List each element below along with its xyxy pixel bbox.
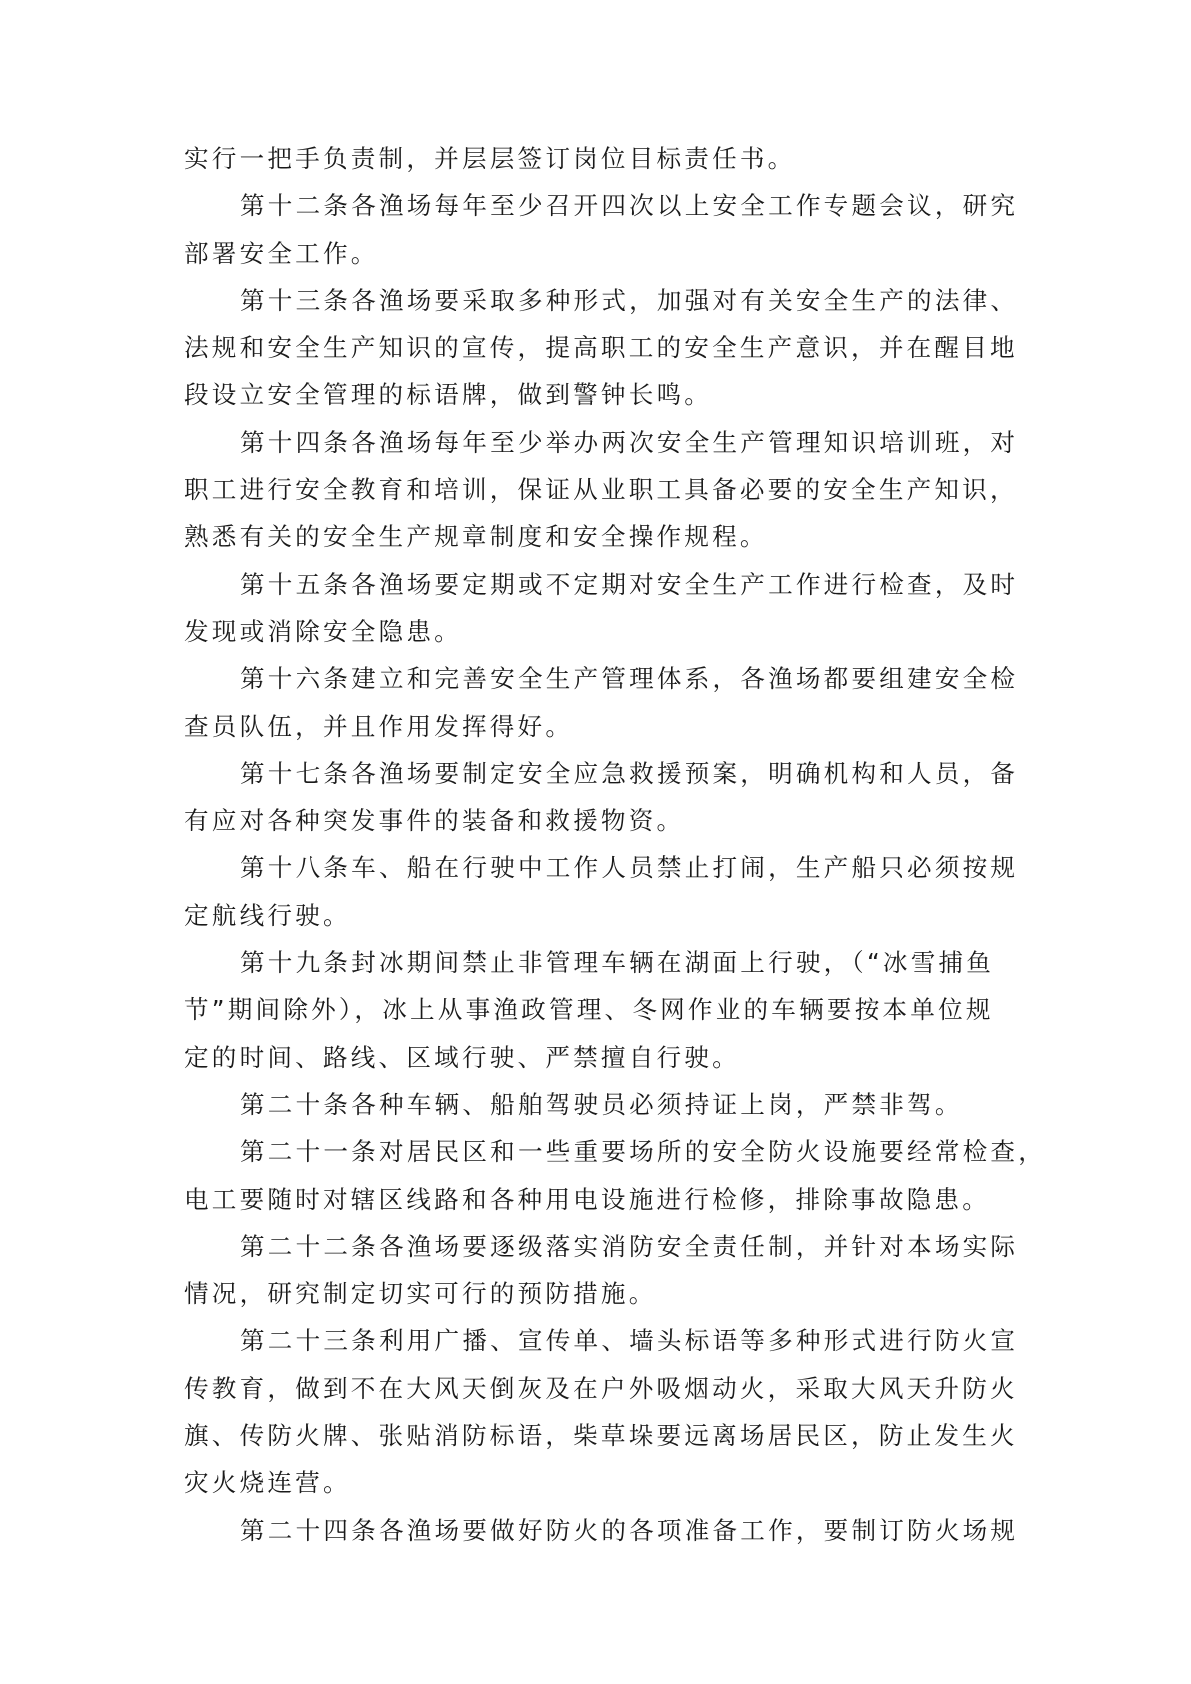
text-line: 第二十条各种车辆、船舶驾驶员必须持证上岗，严禁非驾。	[240, 1089, 963, 1119]
text-line: 旗、传防火牌、张贴消防标语，柴草垛要远离场居民区，防止发生火	[184, 1421, 1018, 1451]
text-line: 职工进行安全教育和培训，保证从业职工具备必要的安全生产知识，	[184, 475, 1018, 505]
text-line: 第十八条车、船在行驶中工作人员禁止打闹，生产船只必须按规	[240, 853, 1019, 883]
text-line: 传教育，做到不在大风天倒灰及在户外吸烟动火，采取大风天升防火	[184, 1373, 1018, 1403]
text-line: 节”期间除外），冰上从事渔政管理、冬网作业的车辆要按本单位规	[184, 995, 994, 1025]
text-line: 第二十四条各渔场要做好防火的各项准备工作，要制订防火场规	[240, 1515, 1019, 1545]
text-line: 电工要随时对辖区线路和各种用电设施进行检修，排除事故隐患。	[184, 1184, 991, 1214]
text-line: 第十二条各渔场每年至少召开四次以上安全工作专题会议，研究	[240, 191, 1019, 221]
text-line: 第十三条各渔场要采取多种形式，加强对有关安全生产的法律、	[240, 285, 1019, 315]
text-line: 法规和安全生产知识的宣传，提高职工的安全生产意识，并在醒目地	[184, 333, 1018, 363]
text-line: 定的时间、路线、区域行驶、严禁擅自行驶。	[184, 1042, 740, 1072]
text-line: 查员队伍，并且作用发挥得好。	[184, 711, 574, 741]
text-line: 发现或消除安全隐患。	[184, 616, 462, 646]
text-line: 情况，研究制定切实可行的预防措施。	[184, 1279, 657, 1309]
text-line: 有应对各种突发事件的装备和救援物资。	[184, 806, 685, 836]
text-line: 部署安全工作。	[184, 238, 379, 268]
text-line: 灾火烧连营。	[184, 1468, 351, 1498]
text-line: 定航线行驶。	[184, 900, 351, 930]
document-body	[184, 135, 1047, 1554]
text-line: 第二十二条各渔场要逐级落实消防安全责任制，并针对本场实际	[240, 1231, 1019, 1261]
text-line: 熟悉有关的安全生产规章制度和安全操作规程。	[184, 522, 768, 552]
text-line: 第十九条封冰期间禁止非管理车辆在湖面上行驶，（“冰雪捕鱼	[240, 948, 995, 978]
text-line: 第二十一条对居民区和一些重要场所的安全防火设施要经常检查，	[240, 1137, 1047, 1167]
text-line: 第十四条各渔场每年至少举办两次安全生产管理知识培训班，对	[240, 427, 1019, 457]
text-line: 第二十三条利用广播、宣传单、墙头标语等多种形式进行防火宣	[240, 1326, 1019, 1356]
text-line: 第十五条各渔场要定期或不定期对安全生产工作进行检查，及时	[240, 569, 1019, 599]
text-line: 段设立安全管理的标语牌，做到警钟长鸣。	[184, 380, 713, 410]
text-line: 第十七条各渔场要制定安全应急救援预案，明确机构和人员，备	[240, 758, 1019, 788]
text-line: 实行一把手负责制，并层层签订岗位目标责任书。	[184, 144, 796, 173]
text-line: 第十六条建立和完善安全生产管理体系，各渔场都要组建安全检	[240, 664, 1019, 694]
